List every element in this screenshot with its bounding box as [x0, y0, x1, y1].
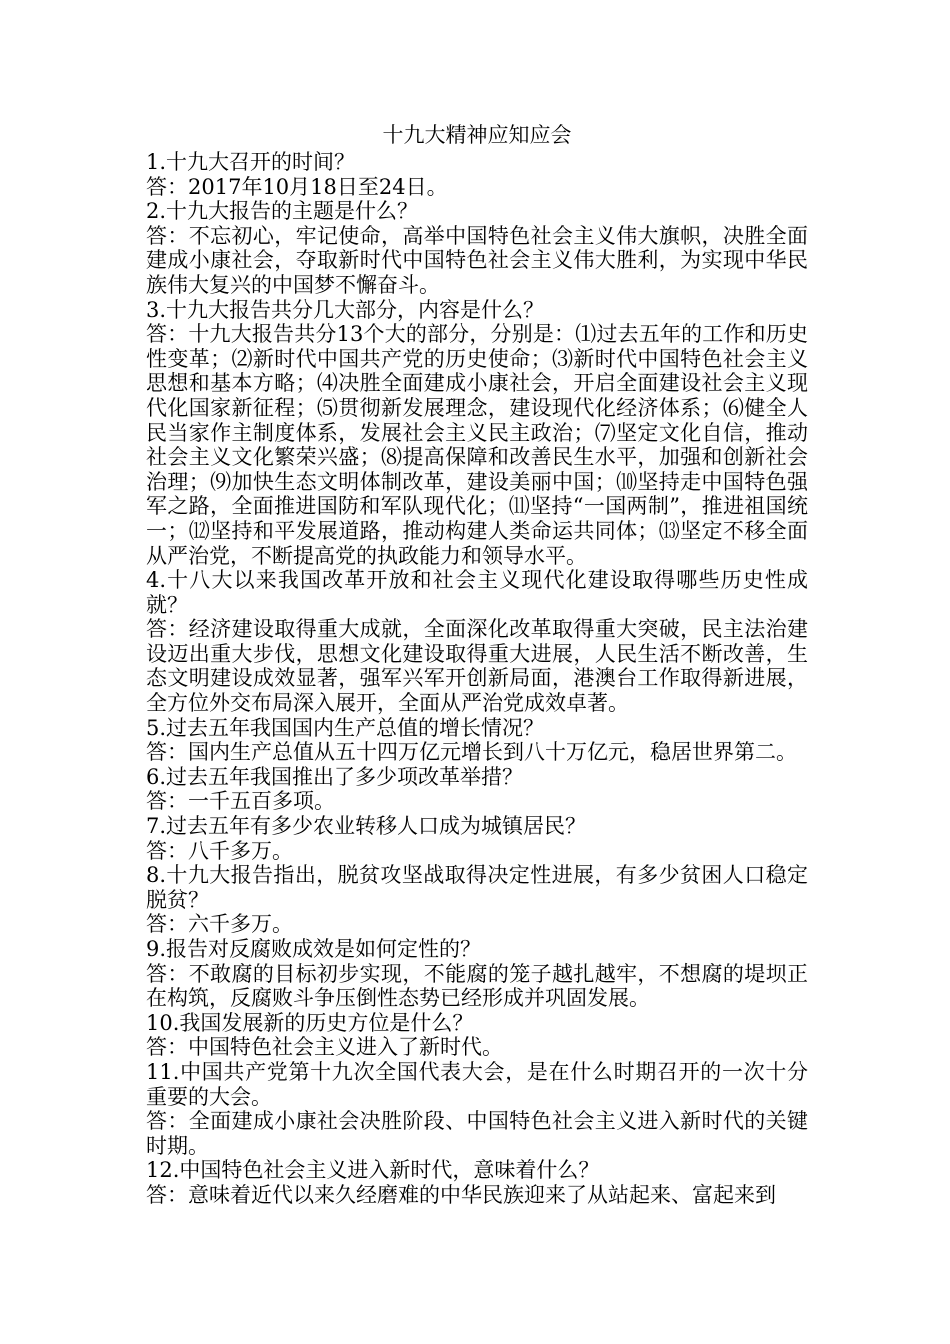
qa-item-10	[146, 1011, 808, 1060]
answer-6: 答：一千五百多项。	[146, 789, 335, 814]
document-title: 十九大精神应知应会	[382, 123, 572, 147]
answer-2: 答：不忘初心，牢记使命，高举中国特色社会主义伟大旗帜，决胜全面建成小康社会，夺取新时代中国特色社会主义伟大胜利，为实现中华民族伟大复兴的中国梦不懈奋斗。	[146, 223, 808, 297]
answer-9: 答：不敢腐的目标初步实现，不能腐的笼子越扎越牢，不想腐的堤坝正在构筑，反腐败斗争压倒性态势已经形成并巩固发展。	[146, 961, 808, 1011]
qa-item-3	[146, 298, 808, 569]
qa-item-7	[146, 814, 808, 863]
answer-3: 答：十九大报告共分13个大的部分，分别是：⑴过去五年的工作和历史性变革；⑵新时代中国共产党的历史使命；⑶新时代中国特色社会主义思想和基本方略；⑷决胜全面建成小康社会，开启全面建设社会主义现代化国家新征程；⑸贯彻新发展理念，建设现代化经济体系；⑹健全人民当家作主制度体系，发展社会主义民主政治；⑺坚定文化自信，推动社会主义文化繁荣兴盛；⑻提高保障和改善民生水平，加强和创新社会治理；⑼加快生态文明体制改革，建设美丽中国；⑽坚持走中国特色强军之路，全面推进国防和军队现代化；⑾坚持“一国两制”，推进祖国统一；⑿坚持和平发展道路，推动构建人类命运共同体；⒀坚定不移全面从严治党，不断提高党的执政能力和领导水平。	[146, 322, 808, 568]
qa-item-9	[146, 937, 808, 1011]
document-page	[146, 122, 808, 1208]
question-12: 12.中国特色社会主义进入新时代，意味着什么？	[146, 1158, 600, 1183]
question-4: 4.十八大以来我国改革开放和社会主义现代化建设取得哪些历史性成就？	[146, 568, 808, 617]
question-7: 7.过去五年有多少农业转移人口成为城镇居民？	[146, 814, 587, 839]
question-6: 6.过去五年我国推出了多少项改革举措？	[146, 764, 524, 789]
qa-item-5	[146, 716, 808, 765]
qa-item-4	[146, 568, 808, 716]
question-1: 1.十九大召开的时间？	[146, 150, 356, 174]
qa-item-1	[146, 150, 808, 199]
answer-8: 答：六千多万。	[146, 912, 293, 937]
question-2: 2.十九大报告的主题是什么？	[146, 199, 419, 224]
qa-item-11	[146, 1060, 808, 1158]
question-3: 3.十九大报告共分几大部分，内容是什么？	[146, 297, 545, 322]
qa-item-12	[146, 1158, 808, 1207]
qa-item-2	[146, 199, 808, 297]
question-8: 8.十九大报告指出，脱贫攻坚战取得决定性进展，有多少贫困人口稳定脱贫？	[146, 863, 808, 912]
question-9: 9.报告对反腐败成效是如何定性的？	[146, 937, 482, 961]
answer-12: 答：意味着近代以来久经磨难的中华民族迎来了从站起来、富起来到	[146, 1182, 776, 1207]
question-11: 11.中国共产党第十九次全国代表大会，是在什么时期召开的一次十分重要的大会。	[146, 1059, 808, 1109]
answer-7: 答：八千多万。	[146, 838, 293, 863]
question-10: 10.我国发展新的历史方位是什么？	[146, 1010, 474, 1035]
answer-4: 答：经济建设取得重大成就，全面深化改革取得重大突破，民主法治建设迈出重大步伐，思想文化建设取得重大进展，人民生活不断改善，生态文明建设成效显著，强军兴军开创新局面，港澳台工作取得新进展，全方位外交布局深入展开，全面从严治党成效卓著。	[146, 617, 808, 716]
answer-11: 答：全面建成小康社会决胜阶段、中国特色社会主义进入新时代的关键时期。	[146, 1109, 808, 1158]
question-5: 5.过去五年我国国内生产总值的增长情况？	[146, 715, 545, 740]
qa-item-6	[146, 765, 808, 814]
answer-5: 答：国内生产总值从五十四万亿元增长到八十万亿元，稳居世界第二。	[146, 740, 797, 765]
qa-item-8	[146, 863, 808, 937]
answer-10: 答：中国特色社会主义进入了新时代。	[146, 1035, 503, 1060]
answer-1: 答：2017年10月18日至24日。	[146, 174, 448, 199]
